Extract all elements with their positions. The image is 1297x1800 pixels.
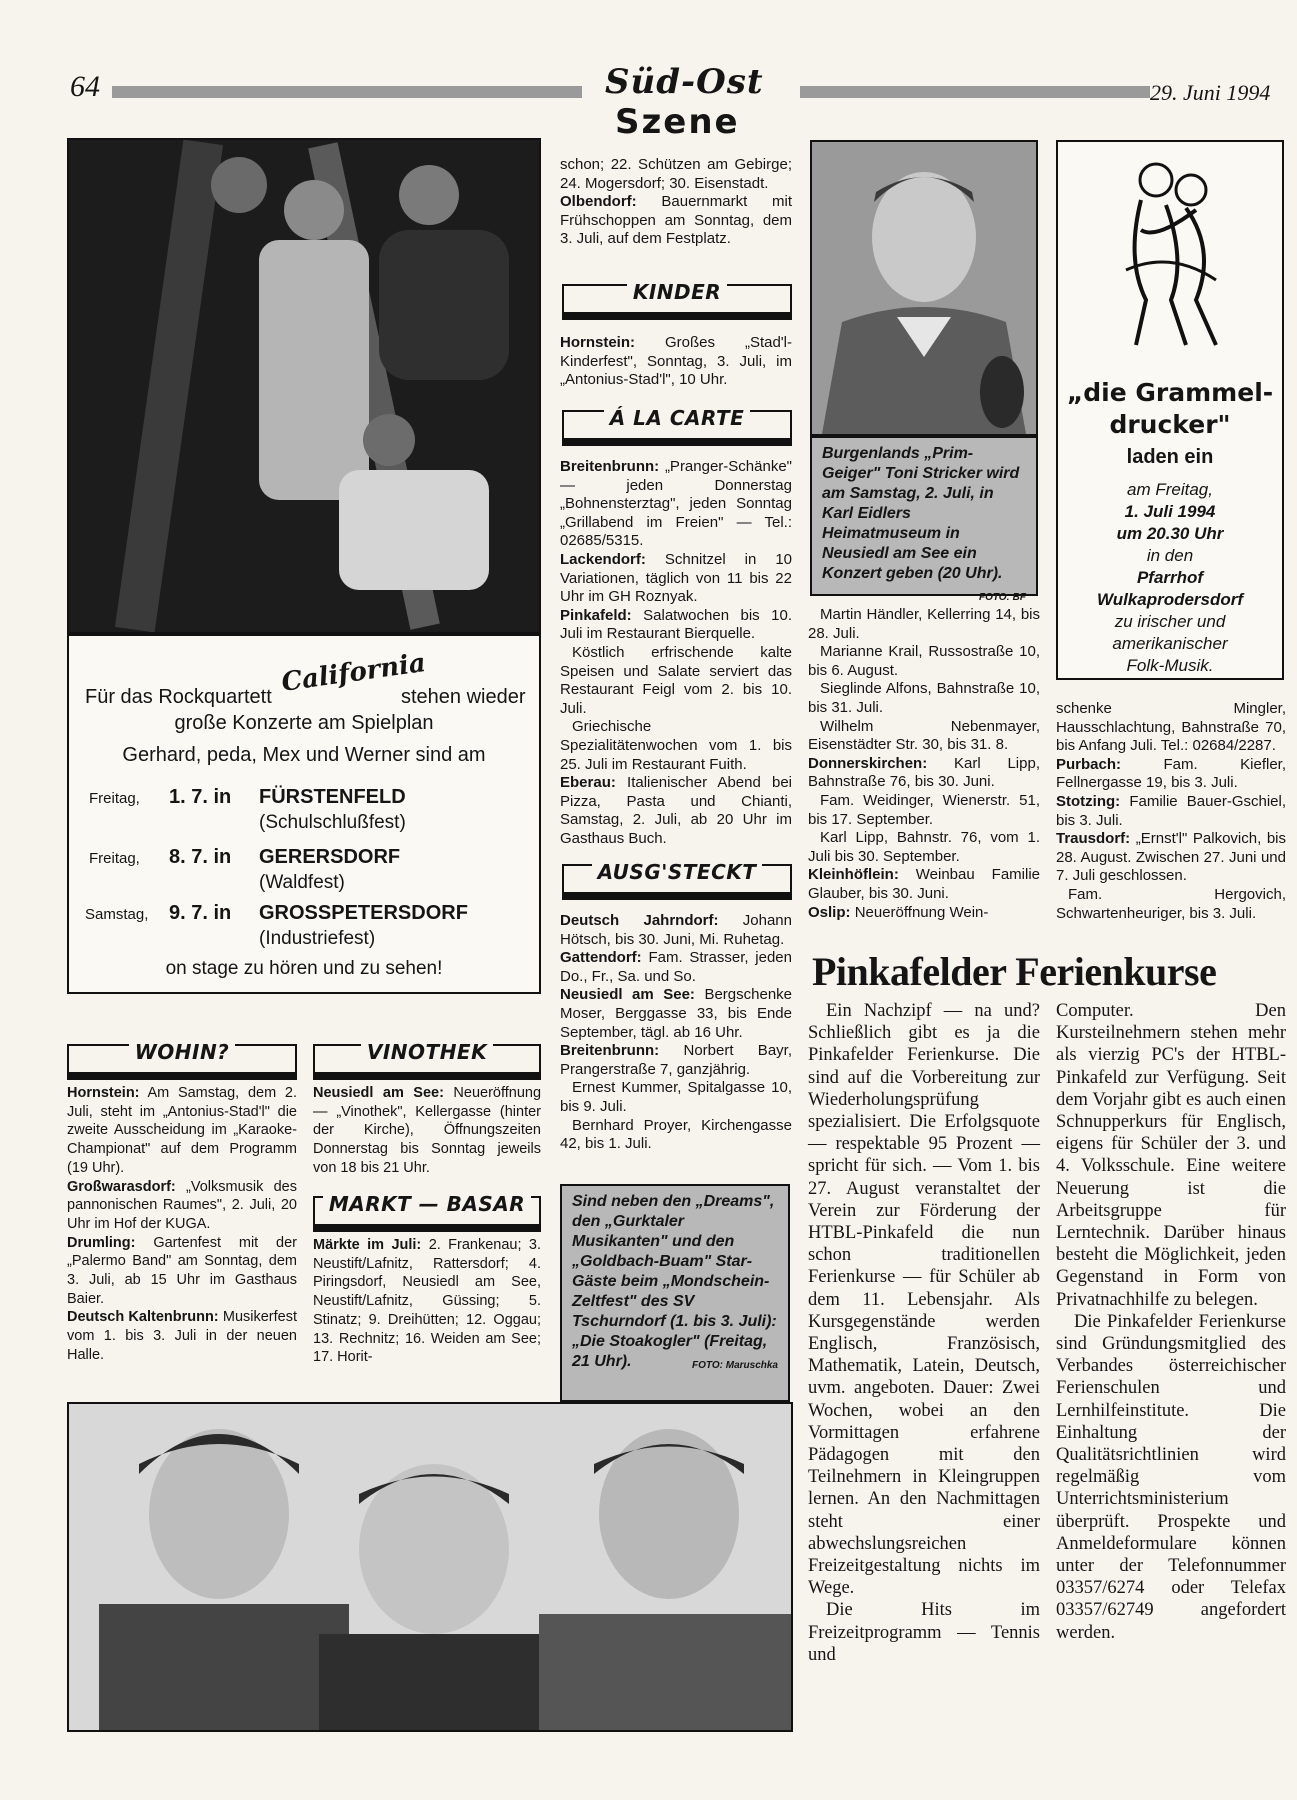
gig-event: (Waldfest) — [259, 872, 345, 893]
band-photo-art — [69, 140, 539, 632]
list-item: Deutsch Kaltenbrunn: Musikerfest vom 1. bis 3. Juli in der neuen Halle. — [67, 1309, 297, 1363]
ad-intro: Für das Rockquartett — [85, 686, 272, 708]
california-ad — [67, 634, 541, 994]
ad-line2: große Konzerte am Spielplan — [174, 712, 434, 734]
list-item: Donnerskirchen: Karl Lipp, Bahnstraße 76, bis 30. Juni. — [808, 754, 1040, 791]
page-number: 64 — [70, 70, 100, 103]
list-item: Neusiedl am See: Bergschenke Moser, Berggasse 33, bis Ende September, tägl. ab 16 Uhr. — [560, 986, 793, 1041]
list-item: Purbach: Fam. Kiefler, Fellnergasse 19, bis 3. Juli. — [1056, 755, 1286, 792]
stricker-photo — [810, 140, 1038, 436]
grammel-ad — [1056, 140, 1284, 680]
grammel-line: 1. Juli 1994 — [1124, 502, 1216, 521]
continued-text: schon; 22. Schützen am Gebirge; 24. Mogersdorf; 30. Eisenstadt. — [560, 156, 792, 192]
list-item: Hornstein: Großes „Stad'l-Kinderfest", Sonntag, 3. Juli, im „Antonius-Stad'l", 10 Uhr. — [560, 334, 792, 389]
article-column-2 — [1056, 1000, 1286, 1644]
kinder-column — [560, 334, 792, 390]
ad-intro-after: stehen wieder — [401, 686, 526, 708]
list-item: Sieglinde Alfons, Bahnstraße 10, bis 31. Juli. — [808, 680, 1040, 716]
list-item: Stotzing: Familie Bauer-Gschiel, bis 3. Juli. — [1056, 792, 1287, 829]
ad-line3: Gerhard, peda, Mex und Werner sind am — [122, 744, 486, 766]
list-item: Eberau: Italienischer Abend bei Pizza, Pasta und Chianti, Samstag, 2. Juli, ab 20 Uhr im Gasthaus Buch. — [560, 774, 793, 847]
grammel-line: um 20.30 Uhr — [1116, 524, 1224, 543]
article-paragraph: Computer. Den Kursteilnehmern stehen mehr als vierzig PC's der HTBL-Pinkafeld zur Verfügung. Seit dem Vorjahr gibt es auch einen Schnupperkurs für Englisch, eigens für Schüler der 3. und 4. Volksschule. Eine weitere Neuerung ist die Arbeitsgruppe für Lerntechnik. Darüber hinaus besteht die Möglichkeit, jeden Gegenstand in Form von Privatnachhilfe zu belegen. — [1056, 1001, 1286, 1310]
header-rule-left — [112, 86, 582, 98]
list-item: Oslip: Neueröffnung Wein- — [808, 903, 989, 921]
stricker-caption — [810, 436, 1038, 603]
grammel-line: amerikanischer — [1112, 634, 1228, 653]
grammel-subtitle: laden ein — [1126, 446, 1214, 468]
stoakogler-photo-art — [69, 1404, 791, 1730]
mid-continued — [560, 156, 792, 249]
gig-place: GROSSPETERSDORF — [259, 902, 468, 924]
section-head-vinothek — [313, 1040, 541, 1080]
band-photo — [67, 138, 541, 634]
list-item: Großwarasdorf: „Volksmusik des pannonischen Raumes", 2. Juli, 20 Uhr im Hof der KUGA. — [67, 1178, 297, 1232]
list-item: Bernhard Proyer, Kirchengasse 42, bis 1. Juli. — [560, 1116, 792, 1153]
gig-place: GERERSDORF — [259, 846, 401, 868]
section-title: MARKT — BASAR — [323, 1192, 531, 1216]
caption-text: Sind neben den „Dreams", den „Gurktaler Musikanten" und den „Goldbach-Buam" Star-Gäste beim „Mondschein-Zeltfest" des SV Tschurndorf (1. bis 3. Juli): „Die Stoakogler" (Freitag, 21 Uhr). — [572, 1193, 777, 1370]
photo-credit: FOTO: BF — [978, 592, 1026, 603]
grammel-line: Wulkaprodersdorf — [1096, 590, 1244, 609]
list-item: Wilhelm Nebenmayer, Eisenstädter Str. 30, bis 31. 8. — [808, 717, 1040, 754]
gig-row — [69, 782, 539, 838]
gig-event: (Industriefest) — [259, 928, 376, 949]
list-item: Ernest Kummer, Spitalgasse 10, bis 9. Juli. — [560, 1079, 792, 1115]
article-paragraph: Die Hits im Freizeitprogramm — Tennis und — [808, 1600, 1040, 1665]
section-title: AUSG'STECKT — [592, 860, 763, 884]
section-head-kinder — [562, 280, 792, 320]
list-item: schenke Mingler, Hausschlachtung, Bahnstraße 70, bis Anfang Juli. Tel.: 02684/2287. — [1056, 700, 1286, 755]
gig-event: (Schulschlußfest) — [259, 812, 406, 833]
gig-date: 1. 7. in — [169, 786, 232, 808]
list-item: Hornstein: Am Samstag, dem 2. Juli, steht im „Antonius-Stad'l" die zweite Ausscheidung im „Karaoke-Championat" auf dem Programm (19 Uhr). — [67, 1085, 297, 1176]
list-item: Trausdorf: „Ernst'l" Palkovich, bis 28. August. Zwischen 27. Juni und 7. Juli geschlossen. — [1056, 830, 1287, 885]
section-head-ausgsteckt — [562, 860, 792, 900]
grammel-line: Folk-Musik. — [1126, 656, 1214, 675]
gig-day: Freitag, — [89, 850, 140, 867]
markt-column — [313, 1236, 541, 1367]
list-item: Märkte im Juli: 2. Frankenau; 3. Neustift/Lafnitz, Rattersdorf; 4. Piringsdorf, Neusiedl am See, Neustift/Lafnitz, Güssing; 5. Stinatz; 9. Dreihütten; 12. Oggau; 13. Rechnitz; 16. Weiden am See; 17. Horit- — [313, 1237, 542, 1366]
article-headline: Pinkafelder Ferienkurse — [812, 949, 1217, 994]
gig-row — [69, 842, 539, 898]
ausgsteckt-column — [560, 912, 792, 1154]
article-paragraph: Die Pinkafelder Ferienkurse sind Gründungsmitglied des Verbandes österreichischer Ferienschulen und Lernhilfeinstitute. Die Einhaltung der Qualitätsrichtlinien wird regelmäßig vom Unterrichtsministerium überprüft. Prospekte und Anmeldeformulare können unter der Telefonnummer 03357/6274 oder Telefax 03357/62749 angefordert werden. — [1056, 1311, 1286, 1643]
logo-bottom: Szene — [615, 102, 740, 142]
list-item: Griechische Spezialitätenwochen vom 1. bis 25. Juli im Restaurant Fuith. — [560, 718, 792, 773]
stoakogler-caption — [560, 1184, 790, 1402]
dancers-illustration — [1096, 150, 1246, 350]
section-logo — [585, 62, 800, 148]
grammel-line: in den — [1146, 546, 1194, 565]
list-item: Karl Lipp, Bahnstr. 76, vom 1. Juli bis 30. September. — [808, 829, 1040, 865]
list-item: Martin Händler, Kellerring 14, bis 28. Juli. — [808, 606, 1040, 642]
list-item: Lackendorf: Schnitzel in 10 Variationen, täglich von 11 bis 22 Uhr im GH Roznyak. — [560, 550, 793, 606]
gig-place: FÜRSTENFELD — [259, 786, 406, 808]
list-item: Breitenbrunn: „Pranger-Schänke" — jeden Donnerstag „Bohnensterztag", jeden Sonntag „Grillabend im Freien" — Tel.: 02685/5315. — [560, 458, 792, 550]
issue-date: 29. Juni 1994 — [1150, 80, 1271, 105]
alacarte-column — [560, 458, 792, 848]
list-item: Neusiedl am See: Neueröffnung — „Vinothek", Kellergasse (hinter der Kirche), Öffnungszeiten Donnerstag bis Sonntag jeweils von 18 bis 21 Uhr. — [313, 1085, 542, 1176]
gig-day: Samstag, — [85, 906, 149, 923]
section-title: VINOTHEK — [361, 1040, 493, 1064]
gig-date: 9. 7. in — [169, 902, 232, 924]
list-item: Drumling: Gartenfest mit der „Palermo Band" am Sonntag, dem 3. Juli, ab 15 Uhr im Gasthaus Baier. — [67, 1234, 298, 1307]
article-column-1 — [808, 1000, 1040, 1666]
section-head-alacarte — [562, 406, 792, 446]
vinothek-column — [313, 1084, 541, 1178]
section-head-wohin — [67, 1040, 297, 1080]
heurige-column-1 — [808, 606, 1040, 922]
section-title: WOHIN? — [129, 1040, 236, 1064]
list-item: Kleinhöflein: Weinbau Familie Glauber, bis 30. Juni. — [808, 866, 1040, 902]
section-title: Á LA CARTE — [604, 406, 751, 430]
grammel-line: am Freitag, — [1127, 480, 1213, 499]
grammel-line: Pfarrhof — [1136, 568, 1204, 587]
stoakogler-photo — [67, 1402, 793, 1732]
grammel-title-1: „die Grammel- — [1066, 378, 1274, 407]
list-item: Deutsch Jahrndorf: Johann Hötsch, bis 30. Juni, Mi. Ruhetag. — [560, 912, 792, 948]
grammel-title-2: drucker" — [1109, 410, 1231, 439]
list-item: Olbendorf: Bauernmarkt mit Frühschoppen am Sonntag, dem 3. Juli, auf dem Festplatz. — [560, 193, 792, 248]
ad-closing: on stage zu hören und zu sehen! — [165, 958, 443, 979]
list-item: Breitenbrunn: Norbert Bayr, Prangerstraße 7, ganzjährig. — [560, 1042, 792, 1078]
section-title: KINDER — [627, 280, 727, 304]
heurige-column-2 — [1056, 700, 1286, 923]
header-rule-right — [800, 86, 1150, 98]
article-paragraph: Ein Nachzipf — na und? Schließlich gibt es ja die Pinkafelder Ferienkurse. Die sind auf die Vorbereitung zur Wiederholungsprüfung spezialisiert. Die Erfolgsquote — respektable 95 Prozent — spricht für sich. — Vom 1. bis 27. August veranstaltet der Verein zur Förderung der HTBL-Pinkafeld die nun schon traditionellen Ferienkurse — für Schüler ab dem 11. Lebensjahr. Als Kursgegenstände werden Englisch, Französisch, Mathematik, Latein, Deutsch, uvm. angeboten. Dauer: Zwei Wochen, wobei an den Vormittagen erfahrene Pädagogen mit den Teilnehmern in Kleingruppen lernen. An den Nachmittagen steht einer abwechslungsreichen Freizeitgestaltung nichts im Wege. — [808, 1001, 1040, 1599]
grammel-line: zu irischer und — [1114, 612, 1226, 631]
list-item: Gattendorf: Fam. Strasser, jeden Do., Fr., Sa. und So. — [560, 949, 792, 985]
list-item: Fam. Hergovich, Schwartenheuriger, bis 3. Juli. — [1056, 885, 1286, 922]
list-item: Köstlich erfrischende kalte Speisen und Salate serviert das Restaurant Feigl vom 2. bis 10. Juli. — [560, 643, 792, 717]
list-item: Marianne Krail, Russostraße 10, bis 6. August. — [808, 643, 1040, 679]
caption-text: Burgenlands „Prim-Geiger" Toni Stricker wird am Samstag, 2. Juli, in Karl Eidlers Heimatmuseum in Neusiedl am See ein Konzert geben (20 Uhr). — [822, 445, 1020, 582]
logo-top: Süd-Ost — [605, 62, 764, 102]
wohin-column — [67, 1084, 297, 1365]
list-item: Fam. Weidinger, Wienerstr. 51, bis 17. September. — [808, 791, 1040, 828]
gig-date: 8. 7. in — [169, 846, 232, 868]
gig-day: Freitag, — [89, 790, 140, 807]
stricker-photo-art — [812, 142, 1036, 434]
band-logo: California — [279, 648, 428, 698]
list-item: Pinkafeld: Salatwochen bis 10. Juli im Restaurant Bierquelle. — [560, 606, 792, 643]
gig-row — [69, 898, 539, 954]
photo-credit: FOTO: Maruschka — [692, 1360, 778, 1371]
section-head-markt — [313, 1192, 541, 1232]
